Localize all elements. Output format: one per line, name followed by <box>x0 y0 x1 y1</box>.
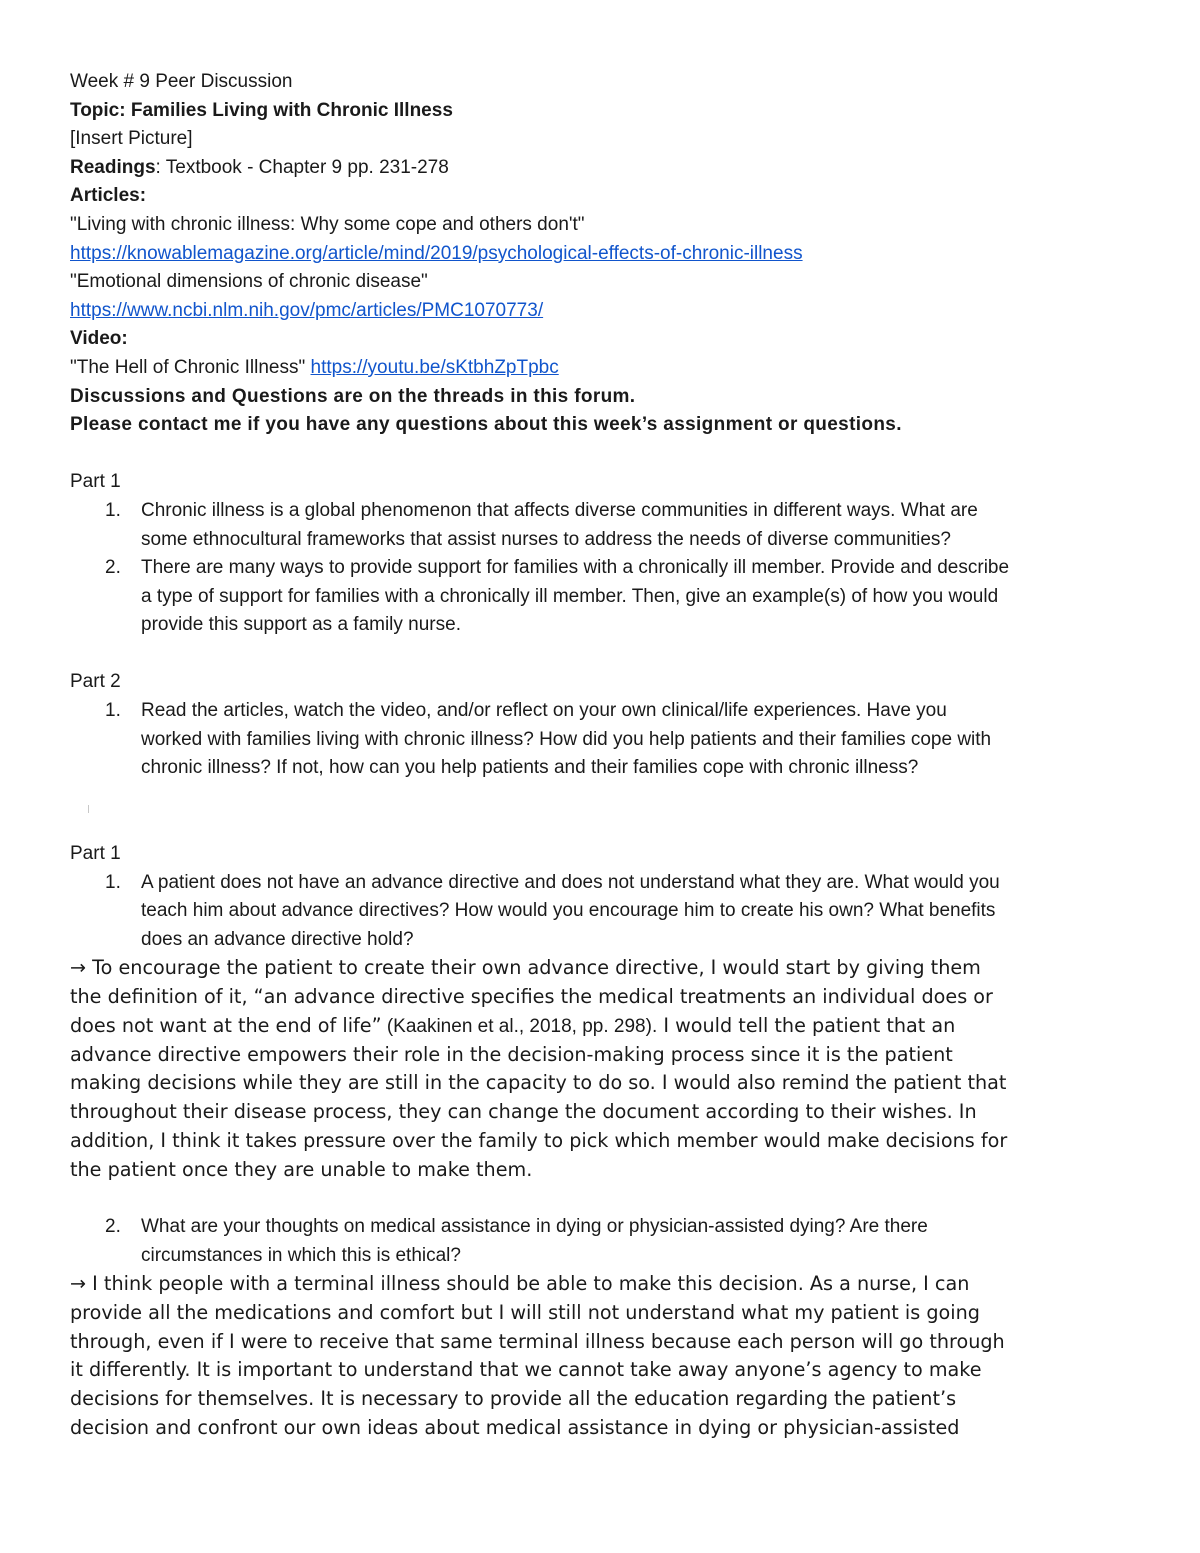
question-line: Read the articles, watch the video, and/or reflect on your own clinical/life experiences. Have you <box>141 700 947 722</box>
answer-line: advance directive empowers their role in the decision-making process since it is the patient <box>70 1042 953 1066</box>
list-item <box>70 697 1140 783</box>
list-number: 2. <box>105 557 121 579</box>
part1-title: Part 1 <box>70 471 121 493</box>
question-line: What are your thoughts on medical assistance in dying or physician-assisted dying? Are there <box>141 1216 928 1237</box>
article2-title: "Emotional dimensions of chronic disease" <box>70 271 428 293</box>
week-heading: Week # 9 Peer Discussion <box>70 71 293 92</box>
answer-citation: (Kaakinen et al., 2018, pp. 298). <box>381 1015 658 1037</box>
answer-line: decision and confront our own ideas about medical assistance in dying or physician-assisted <box>70 1415 960 1439</box>
question-line: some ethnocultural frameworks that assist nurses to address the needs of diverse communities? <box>141 528 951 550</box>
article1-link[interactable]: https://knowablemagazine.org/article/mind/2019/psychological-effects-of-chronic-illness <box>70 242 803 264</box>
readings-line <box>70 154 1140 183</box>
video-title: "The Hell of Chronic Illness" <box>70 356 306 378</box>
contact-notice: Please contact me if you have any questions about this week’s assignment or questions. <box>70 414 902 436</box>
video-link[interactable]: https://youtu.be/sKtbhZpTpbc <box>310 356 559 378</box>
insert-picture-placeholder: [Insert Picture] <box>70 128 193 150</box>
readings-text: : Textbook - Chapter 9 pp. 231-278 <box>155 156 449 178</box>
answer-line: addition, I think it takes pressure over the family to pick which member would make decisions for <box>70 1128 1008 1152</box>
question-line: provide this support as a family nurse. <box>141 614 461 636</box>
answer-2 <box>70 1270 1140 1443</box>
readings-label: Readings <box>70 156 156 178</box>
answer-line: → I think people with a terminal illness should be able to make this decision. As a nurse, I can <box>70 1272 970 1296</box>
part2-questions <box>70 697 1140 783</box>
answer-line: decisions for themselves. It is necessary to provide all the education regarding the patient’s <box>70 1387 957 1411</box>
answer-line: throughout their disease process, they can change the document according to their wishes. In <box>70 1100 977 1124</box>
answer-line: through, even if I were to receive that same terminal illness because each person will go through <box>70 1329 1005 1353</box>
list-number: 1. <box>105 871 121 893</box>
question-line: teach him about advance directives? How would you encourage him to create his own? What benefits <box>141 900 996 922</box>
forum-notice: Discussions and Questions are on the threads in this forum. <box>70 385 636 407</box>
question-line: A patient does not have an advance directive and does not understand what they are. What would you <box>141 871 1000 893</box>
article1-title: "Living with chronic illness: Why some cope and others don't" <box>70 213 585 235</box>
list-number: 2. <box>105 1216 121 1237</box>
list-item <box>70 497 1140 554</box>
question-line: circumstances in which this is ethical? <box>141 1244 461 1266</box>
topic-line <box>70 97 1140 126</box>
answer-line: the definition of it, “an advance directive specifies the medical treatments an individual does or <box>70 985 993 1009</box>
list-item <box>70 869 1140 955</box>
article2-link[interactable]: https://www.ncbi.nlm.nih.gov/pmc/articles/PMC1070773/ <box>70 299 544 321</box>
question-line: a type of support for families with a chronically ill member. Then, give an example(s) of how you would <box>141 585 999 607</box>
answer-line <box>70 1012 1140 1041</box>
topic-label: Topic: <box>70 99 126 121</box>
response-questions-2 <box>70 1213 1140 1270</box>
question-line: Chronic illness is a global phenomenon that affects diverse communities in different ways. What are <box>141 499 978 521</box>
answer-1 <box>70 954 1140 1184</box>
list-number: 1. <box>105 499 121 521</box>
answer-line: the patient once they are unable to make them. <box>70 1157 533 1181</box>
list-item <box>70 1213 1140 1270</box>
question-line: chronic illness? If not, how can you help patients and their families cope with chronic illness? <box>141 757 919 779</box>
list-number: 1. <box>105 700 121 722</box>
answer-line: it differently. It is important to understand that we cannot take away anyone’s agency to make <box>70 1358 982 1382</box>
video-line <box>70 354 1140 383</box>
question-line: does an advance directive hold? <box>141 928 414 950</box>
answer-text: I would tell the patient that an <box>657 1013 956 1037</box>
stray-mark <box>88 805 89 813</box>
answer-line: making decisions while they are still in the capacity to do so. I would also remind the patient that <box>70 1071 1007 1095</box>
answer-line: provide all the medications and comfort but I will still not understand what my patient is going <box>70 1300 980 1324</box>
topic-text: Families Living with Chronic Illness <box>130 99 453 121</box>
document-page <box>70 68 1140 1443</box>
question-line: worked with families living with chronic illness? How did you help patients and their families cope with <box>141 728 992 750</box>
part1-questions <box>70 497 1140 640</box>
articles-label: Articles: <box>70 185 147 207</box>
video-label: Video: <box>70 328 128 350</box>
response-part1-title: Part 1 <box>70 843 121 865</box>
question-line: There are many ways to provide support for families with a chronically ill member. Provide and describe <box>141 557 1010 579</box>
list-item <box>70 554 1140 640</box>
response-questions-1 <box>70 869 1140 955</box>
answer-quote: does not want at the end of life” <box>70 1013 382 1037</box>
answer-line: → To encourage the patient to create their own advance directive, I would start by giving them <box>70 956 981 980</box>
part2-title: Part 2 <box>70 671 121 693</box>
